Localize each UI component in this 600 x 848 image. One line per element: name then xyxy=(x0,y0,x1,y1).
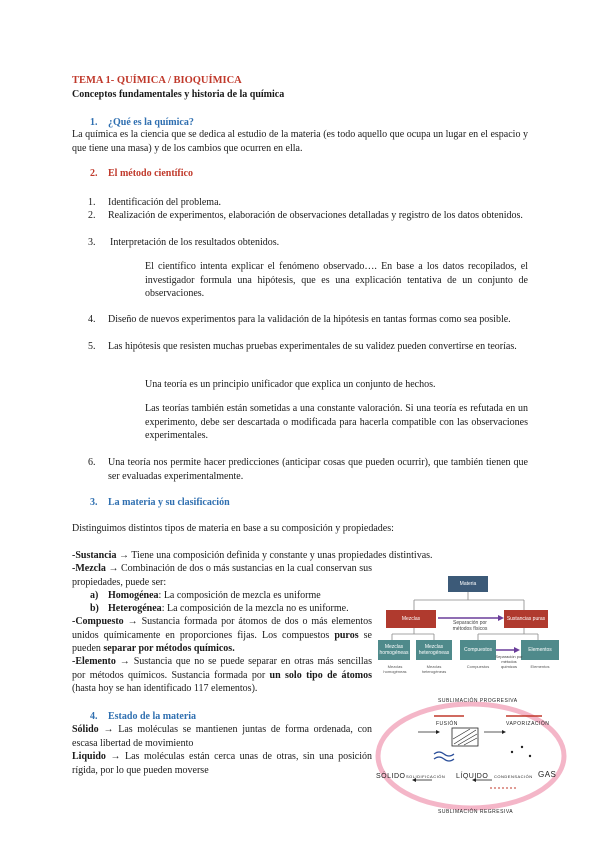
list-item-text: Interpretación de los resultados obtenidos. xyxy=(110,237,280,248)
label-vaporizacion: VAPORIZACIÓN xyxy=(506,721,550,727)
label-liquido: LÍQUIDO xyxy=(456,773,489,780)
mezcla-term: -Mezcla xyxy=(72,563,106,574)
section-3-intro: Distinguimos distintos tipos de materia en base a su composición y propiedades: xyxy=(72,523,394,534)
matter-classification-diagram xyxy=(378,572,563,682)
list-item-number: 6. xyxy=(88,457,96,468)
liquido-text: Las moléculas están cerca unas de otras, sin una posición rígida, por lo que pueden moverse xyxy=(72,751,373,776)
sustancia-definition xyxy=(72,549,532,563)
mezcla-definition xyxy=(72,562,372,589)
heterogenea-item xyxy=(90,602,349,616)
diagram-caption-elementos: Elementos xyxy=(530,664,550,669)
label-gas: GAS xyxy=(538,770,557,779)
list-item xyxy=(88,236,528,249)
item-letter: a) xyxy=(90,590,99,601)
states-of-matter-diagram xyxy=(372,692,570,818)
heterogenea-text: : La composición de la mezcla no es uniforme. xyxy=(161,603,349,614)
method-list xyxy=(88,196,528,249)
list-item-text: Realización de experimentos, elaboración de observaciones detalladas y registro de los datos obtenidos. xyxy=(108,210,523,221)
arrow-icon: → xyxy=(108,563,119,574)
method-list-continued xyxy=(88,313,528,367)
list-item xyxy=(88,456,528,483)
compuesto-puros: puros xyxy=(334,629,359,641)
solido-text: Las moléculas se mantienen juntas de forma ordenada, con escasa libertad de movimiento xyxy=(72,724,373,749)
elemento-text: Sustancia que no se puede separar en otras más sencillas por métodos químicos. Sustancia formada por xyxy=(72,656,373,681)
sustancia-term: -Sustancia xyxy=(72,550,117,561)
diagram-physical-separation: Separación por métodos físicos xyxy=(452,620,488,632)
diagram-materia: Materia xyxy=(448,576,488,592)
arrow-icon: → xyxy=(103,724,114,735)
label-sublimacion-regresiva: SUBLIMACIÓN REGRESIVA xyxy=(438,809,514,815)
section-2-number: 2. xyxy=(90,168,98,179)
elemento-atoms: un solo tipo de átomos xyxy=(269,669,373,681)
list-item xyxy=(88,313,528,340)
compuesto-text-2: se pueden xyxy=(72,629,372,654)
section-2-heading: El método científico xyxy=(108,168,193,179)
method-note-theory: Una teoría es un principio unificador que explica un conjunto de hechos. xyxy=(145,379,436,390)
diagram-mezclas-homogeneas: Mezclas homogéneas xyxy=(378,640,410,660)
item-letter: b) xyxy=(90,603,99,614)
solido-definition xyxy=(72,723,372,750)
mezcla-text: Combinación de dos o más sustancias en la cual conservan sus propiedades, puede ser: xyxy=(72,563,373,588)
arrow-icon: → xyxy=(119,656,130,667)
list-item-text: Diseño de nuevos experimentos para la validación de la hipótesis en tantas formas como sea posible. xyxy=(108,314,511,325)
list-item-text: Una teoría nos permite hacer predicciones (anticipar cosas que pueden ocurrir), que también tienen que ser evaluadas experimentalmente. xyxy=(108,457,528,482)
method-note-hypothesis: El científico intenta explicar el fenómeno observado…. En base a los datos recopilados, el investigador formula una hipótesis, que es una explicación tentativa de un conjunto de observaciones. xyxy=(145,261,528,299)
list-item-text: Identificación del problema. xyxy=(108,197,222,208)
elemento-definition xyxy=(72,655,372,696)
section-3-number: 3. xyxy=(90,497,98,508)
elemento-text-2: (hasta hoy se han identificado 117 elementos). xyxy=(72,683,258,694)
list-item xyxy=(88,196,528,209)
diagram-caption-heterogeneas: Mezclas heterogéneas xyxy=(421,664,447,674)
diagram-caption-homogeneas: Mezclas homogéneas xyxy=(383,664,407,674)
liquido-definition xyxy=(72,750,372,777)
section-4-number: 4. xyxy=(90,711,98,722)
list-item-number: 1. xyxy=(88,197,96,208)
arrow-icon: → xyxy=(127,616,138,627)
section-1-number: 1. xyxy=(90,117,98,128)
list-item-number: 3. xyxy=(88,237,96,248)
diagram-sustancias: Sustancias puras xyxy=(504,610,548,628)
sustancia-text: Tiene una composición definida y constante y unas propiedades distintivas. xyxy=(131,550,433,561)
diagram-elementos: Elementos xyxy=(521,640,559,660)
method-note-theory-evaluation: Las teorías también están sometidas a una constante valoración. Si una teoría es refutada en un experimento, debe ser descartada o modificada para hacerla compatible con las observaciones experimentales. xyxy=(145,403,528,441)
compuesto-definition xyxy=(72,615,372,656)
page-title: TEMA 1- QUÍMICA / BIOQUÍMICA xyxy=(72,75,242,86)
compuesto-term: -Compuesto xyxy=(72,616,124,627)
method-list-final xyxy=(88,456,528,483)
diagram-mezclas: Mezclas xyxy=(386,610,436,628)
section-4-heading: Estado de la materia xyxy=(108,711,197,722)
list-item xyxy=(88,340,528,367)
list-item xyxy=(88,209,528,236)
list-item-text: Las hipótesis que resisten muchas pruebas experimentales de su validez pueden convertirse en teorías. xyxy=(108,341,517,352)
states-cycle-drawing xyxy=(372,692,570,818)
homogenea-item xyxy=(90,589,321,603)
label-condensacion: CONDENSACIÓN xyxy=(494,774,533,779)
diagram-chemical-separation: Separación por métodos químicos xyxy=(495,654,523,669)
label-fusion: FUSIÓN xyxy=(436,721,458,727)
page-subtitle: Conceptos fundamentales y historia de la química xyxy=(72,89,285,100)
list-item-number: 4. xyxy=(88,314,96,325)
elemento-term: -Elemento xyxy=(72,656,116,667)
liquido-term: Liquido xyxy=(72,751,106,762)
diagram-mezclas-heterogeneas: Mezclas heterogéneas xyxy=(416,640,452,660)
solido-term: Sólido xyxy=(72,724,99,735)
homogenea-term: Homogénea xyxy=(108,590,159,601)
label-sublimacion-progresiva: SUBLIMACIÓN PROGRESIVA xyxy=(438,698,518,704)
homogenea-text: : La composición de mezcla es uniforme xyxy=(158,590,321,601)
label-solido: SÓLIDO xyxy=(376,773,406,780)
section-1-heading: ¿Qué es la química? xyxy=(108,117,194,128)
arrow-icon: → xyxy=(118,550,129,561)
list-item-number: 2. xyxy=(88,210,96,221)
section-3-heading: La materia y su clasificación xyxy=(108,497,230,508)
diagram-caption-compuestos: Compuestos xyxy=(466,664,490,669)
section-1-text: La química es la ciencia que se dedica al estudio de la materia (es todo aquello que ocupa un lugar en el espacio y que tiene una masa) y de los cambios que ocurren en ella. xyxy=(72,129,528,154)
arrow-icon: → xyxy=(110,751,121,762)
diagram-compuestos: Compuestos xyxy=(460,640,496,660)
heterogenea-term: Heterogénea xyxy=(108,603,162,614)
compuesto-separation: separar por métodos químicos. xyxy=(103,643,235,654)
label-solidificacion: SOLIDIFICACIÓN xyxy=(406,774,446,779)
compuesto-text: Sustancia formada por átomos de dos o más elementos unidos químicamente en proporciones fijas. Los compuestos xyxy=(72,616,373,641)
list-item-number: 5. xyxy=(88,341,96,352)
